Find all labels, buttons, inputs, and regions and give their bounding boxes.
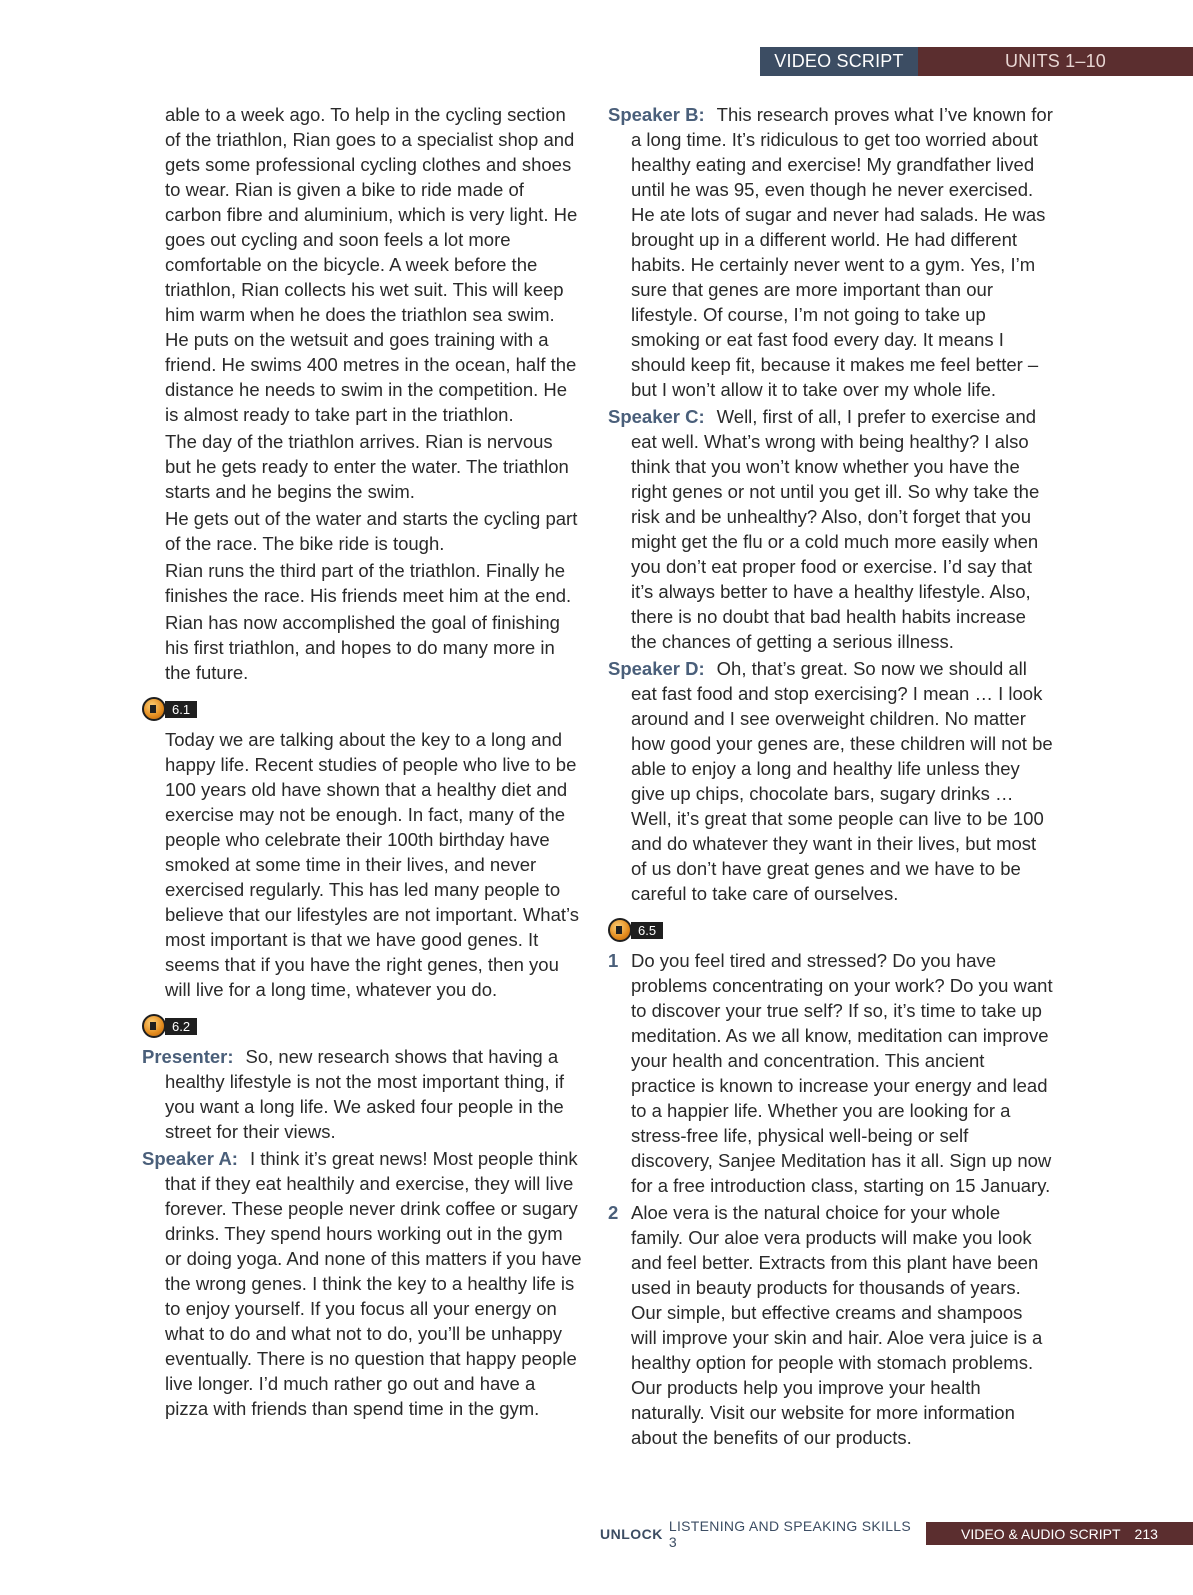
speaker-label: Speaker D: [608,658,705,679]
audio-track-6-2[interactable] [142,1012,582,1040]
paragraph: Rian has now accomplished the goal of finishing his first triathlon, and hopes to do many more in the future. [165,612,560,683]
track-number: 6.1 [165,701,197,718]
dialogue-text: Oh, that’s great. So now we should all eat fast food and stop exercising? I mean … I look around and I see overweight children. No matter how good your genes are, these children will not be able to enjoy a long and healthy life unless they give up chips, chocolate bars, sugary drinks … Well, it’s great that some people can live to be 100 and do whatever they want in their lives, but most of us don’t have great genes and we have to be careful to take care of ourselves. [631,658,1053,904]
dialogue-text: So, new research shows that having a healthy lifestyle is not the most important thing, if you want a long life. We asked four people in the street for their views. [165,1046,564,1142]
dialogue-speaker-c [608,404,1053,654]
dialogue-text: This research proves what I’ve known for a long time. It’s ridiculous to get too worried about healthy eating and exercise! My grandfather lived until he was 95, even though he never exercised. He ate lots of sugar and never had salads. He was brought up in a different world. He had different habits. He certainly never went to a gym. Yes, I’m sure that genes are more important than our lifestyle. Of course, I’m not going to take up smoking or eat fast food every day. It means I should keep fit, because it makes me feel better – but I won’t allow it to take over my whole life. [631,104,1053,400]
paragraph: He gets out of the water and starts the cycling part of the race. The bike ride is tough. [165,508,578,554]
track-number: 6.2 [165,1018,197,1035]
footer-section: VIDEO & AUDIO SCRIPT [961,1525,1121,1542]
dialogue-speaker-a [142,1146,582,1421]
paragraph: Rian runs the third part of the triathlon. Finally he finishes the race. His friends meet him at the end. [165,560,572,606]
page-footer [600,1517,1193,1550]
item-text: Aloe vera is the natural choice for your whole family. Our aloe vera products will make you look and feel better. Extracts from this plant have been used in beauty products for thousands of years. Our simple, but effective creams and shampoos will improve your skin and hair. Aloe vera juice is a healthy option for people with stomach problems. Our products help you improve your health naturally. Visit our website for more information about the benefits of our products. [631,1202,1043,1448]
speaker-label: Presenter: [142,1046,234,1067]
audio-track-6-1[interactable] [142,695,582,723]
right-column [608,102,1053,1452]
list-item [608,1200,1053,1450]
speaker-label: Speaker A: [142,1148,238,1169]
page-header [760,47,1193,76]
track-number: 6.5 [631,922,663,939]
paragraph: Today we are talking about the key to a long and happy life. Recent studies of people who live to be 100 years old have shown that a healthy diet and exercise may not be enough. In fact, many of the people who celebrate their 100th birthday have smoked at some time in their lives, and never exercised regularly. This has led many people to believe that our lifestyles are not important. What’s most important is that we have good genes. It seems that if you have the right genes, then you will live for a long time, whatever you do. [165,729,580,1000]
paragraph: The day of the triathlon arrives. Rian is nervous but he gets ready to enter the water. The triathlon starts and he begins the swim. [165,431,569,502]
speaker-label: Speaker B: [608,104,705,125]
speaker-icon [608,918,632,942]
footer-bar [926,1522,1193,1545]
item-text: Do you feel tired and stressed? Do you have problems concentrating on your work? Do you want to discover your true self? If so, it’s time to take up meditation. As we all know, meditation can improve your health and concentration. This ancient practice is known to increase your energy and lead to a happier life. Whether you are looking for a stress-free life, physical well-being or self discovery, Sanjee Meditation has it all. Sign up now for a free introduction class, starting on 15 January. [631,950,1053,1196]
dialogue-text: I think it’s great news! Most people think that if they eat healthily and exercise, they will live forever. These people never drink coffee or sugary drinks. They spend hours working out in the gym or doing yoga. And none of this matters if you have the wrong genes. I think the key to a healthy life is to enjoy yourself. If you focus all your energy on what to do and what not to do, you’ll be unhappy eventually. There is no question that happy people live longer. I’d much rather go out and have a pizza with friends than spend time in the gym. [165,1148,582,1419]
left-column [142,102,582,1423]
item-number: 2 [608,1202,619,1223]
series-title: LISTENING AND SPEAKING SKILLS 3 [668,1517,912,1550]
dialogue-presenter [142,1044,582,1144]
dialogue-text: Well, first of all, I prefer to exercise and eat well. What’s wrong with being healthy? I also think that you won’t know whether you have the right genes or not until you get ill. So why take the risk and be unhealthy? Also, don’t forget that you might get the flu or a cold much more easily when you don’t eat proper food or exercise. I’d say that it’s always better to have a healthy lifestyle. Also, there is no doubt that bad health habits increase the chances of getting a serious illness. [631,406,1040,652]
item-number: 1 [608,950,619,971]
audio-track-6-5[interactable] [608,916,1053,944]
speaker-icon [142,1014,166,1038]
brand-logo: UNLOCK [600,1525,663,1542]
page-number: 213 [1134,1525,1158,1542]
paragraph: able to a week ago. To help in the cycling section of the triathlon, Rian goes to a specialist shop and gets some professional cycling clothes and shoes to wear. Rian is given a bike to ride made of carbon fibre and aluminium, which is very light. He goes out cycling and soon feels a lot more comfortable on the bicycle. A week before the triathlon, Rian collects his wet suit. This will keep him warm when he does the triathlon sea swim. He puts on the wetsuit and goes training with a friend. He swims 400 metres in the ocean, half the distance he needs to swim in the competition. He is almost ready to take part in the triathlon. [165,104,578,425]
dialogue-speaker-b [608,102,1053,402]
dialogue-speaker-d [608,656,1053,906]
header-units: UNITS 1–10 [918,47,1193,76]
speaker-icon [142,697,166,721]
speaker-label: Speaker C: [608,406,705,427]
header-section: VIDEO SCRIPT [760,47,918,76]
list-item [608,948,1053,1198]
